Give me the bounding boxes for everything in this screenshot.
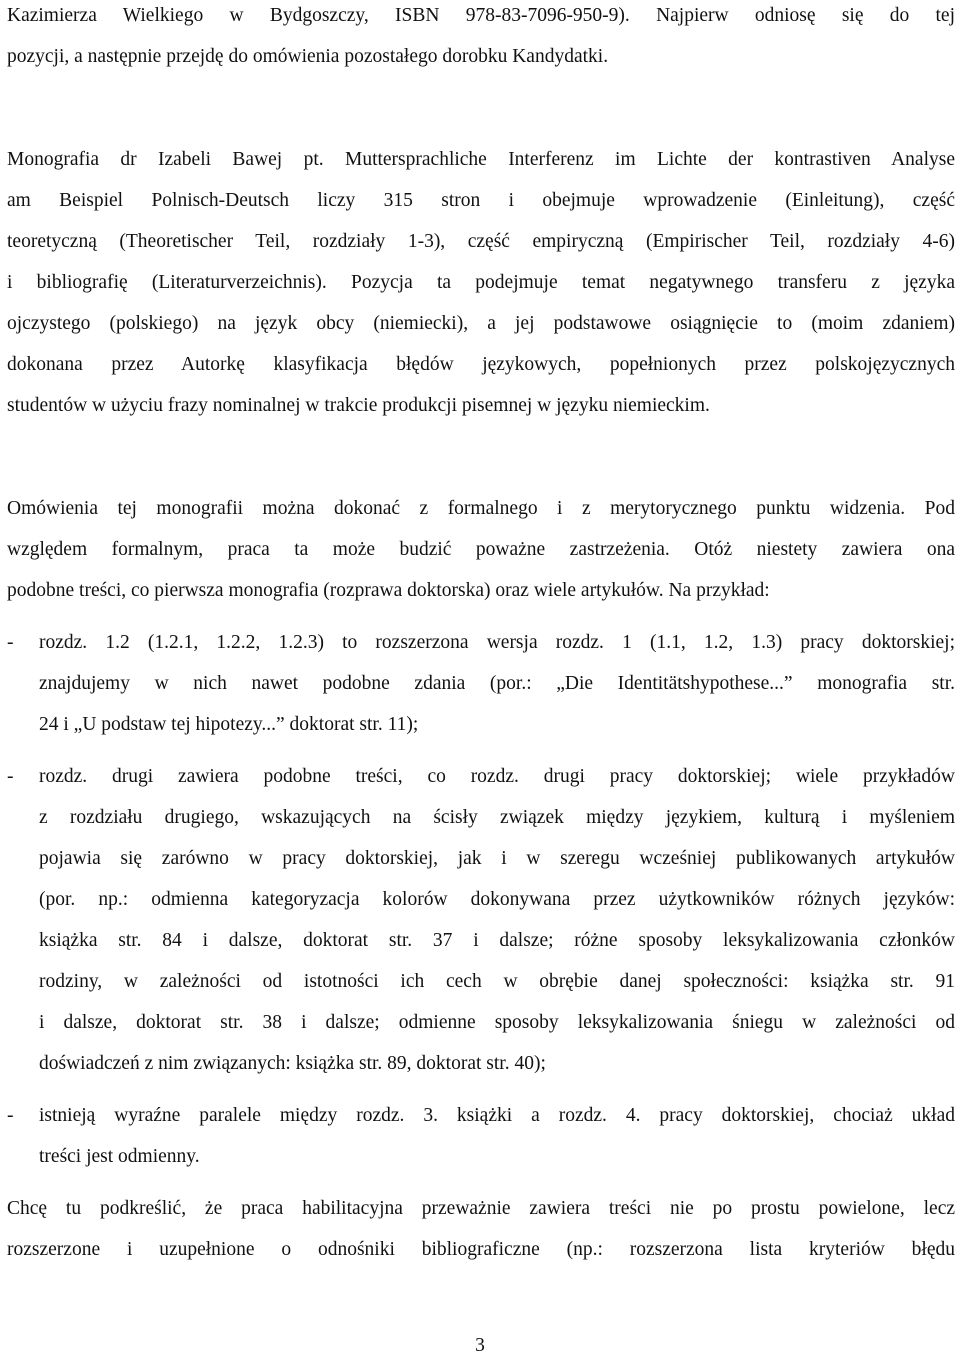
bullet-1-line-3: 24 i „U podstaw tej hipotezy...” doktorat str. 11); [39,714,419,735]
bullet-2-line-3: pojawia się zarówno w pracy doktorskiej, jak i w szeregu wcześniej publikowanych artykułów [39,848,955,869]
intro-line-1: Kazimierza Wielkiego w Bydgoszczy, ISBN 978-83-7096-950-9). Najpierw odniosę się do tej [7,5,955,26]
bullet-2-line-2: z rozdziału drugiego, wskazujących na ścisły związek między językiem, kulturą i myśleniem [39,807,955,828]
bullet-2-line-1: rozdz. drugi zawiera podobne treści, co rozdz. drugi pracy doktorskiej; wiele przykładów [39,766,955,787]
intro-line-2: pozycji, a następnie przejdę do omówienia pozostałego dorobku Kandydatki. [7,46,609,67]
formal-line-2: względem formalnym, praca ta może budzić poważne zastrzeżenia. Otóż niestety zawiera ona [7,539,955,560]
monograph-line-4: i bibliografię (Literaturverzeichnis). Pozycja ta podejmuje temat negatywnego transferu z języka [7,272,955,293]
page-number: 3 [475,1335,485,1356]
monograph-line-2: am Beispiel Polnisch-Deutsch liczy 315 stron i obejmuje wprowadzenie (Einleitung), część [7,190,955,211]
bullet-1-line-1: rozdz. 1.2 (1.2.1, 1.2.2, 1.2.3) to rozszerzona wersja rozdz. 1 (1.1, 1.2, 1.3) pracy doktorskiej; [39,632,955,653]
bullet-3-marker: - [7,1105,14,1126]
bullet-2-line-7: i dalsze, doktorat str. 38 i dalsze; odmienne sposoby leksykalizowania śniegu w zależności od [39,1012,955,1033]
formal-line-1: Omówienia tej monografii można dokonać z formalnego i z merytorycznego punktu widzenia. Pod [7,498,955,519]
bullet-2-line-6: rodziny, w zależności od istotności ich cech w obrębie danej społeczności: książka str. 91 [39,971,955,992]
bullet-3-line-2: treści jest odmienny. [39,1146,200,1167]
final-line-2: rozszerzone i uzupełnione o odnośniki bibliograficzne (np.: rozszerzona lista kryteriów błędu [7,1239,955,1260]
monograph-line-5: ojczystego (polskiego) na język obcy (niemiecki), a jej podstawowe osiągnięcie to (moim zdaniem) [7,313,955,334]
bullet-2-marker: - [7,766,14,787]
bullet-1-marker: - [7,632,14,653]
bullet-1-line-2: znajdujemy w nich nawet podobne zdania (por.: „Die Identitätshypothese...” monografia str. [39,673,955,694]
bullet-3-line-1: istnieją wyraźne paralele między rozdz. 3. książki a rozdz. 4. pracy doktorskiej, chociaż układ [39,1105,955,1126]
formal-line-3: podobne treści, co pierwsza monografia (rozprawa doktorska) oraz wiele artykułów. Na przykład: [7,580,770,601]
monograph-line-3: teoretyczną (Theoretischer Teil, rozdziały 1-3), część empiryczną (Empirischer Teil, rozdziały 4-6) [7,231,955,252]
monograph-line-6: dokonana przez Autorkę klasyfikacja błędów językowych, popełnionych przez polskojęzycznych [7,354,955,375]
bullet-2-line-8: doświadczeń z nim związanych: książka str. 89, doktorat str. 40); [39,1053,546,1074]
monograph-line-1: Monografia dr Izabeli Bawej pt. Muttersprachliche Interferenz im Lichte der kontrastiven Analyse [7,149,955,170]
bullet-2-line-4: (por. np.: odmienna kategoryzacja kolorów dokonywana przez użytkowników różnych języków: [39,889,955,910]
bullet-2-line-5: książka str. 84 i dalsze, doktorat str. 37 i dalsze; różne sposoby leksykalizowania członków [39,930,955,951]
final-line-1: Chcę tu podkreślić, że praca habilitacyjna przeważnie zawiera treści nie po prostu powielone, lecz [7,1198,955,1219]
monograph-line-7: studentów w użyciu frazy nominalnej w trakcie produkcji pisemnej w języku niemieckim. [7,395,710,416]
